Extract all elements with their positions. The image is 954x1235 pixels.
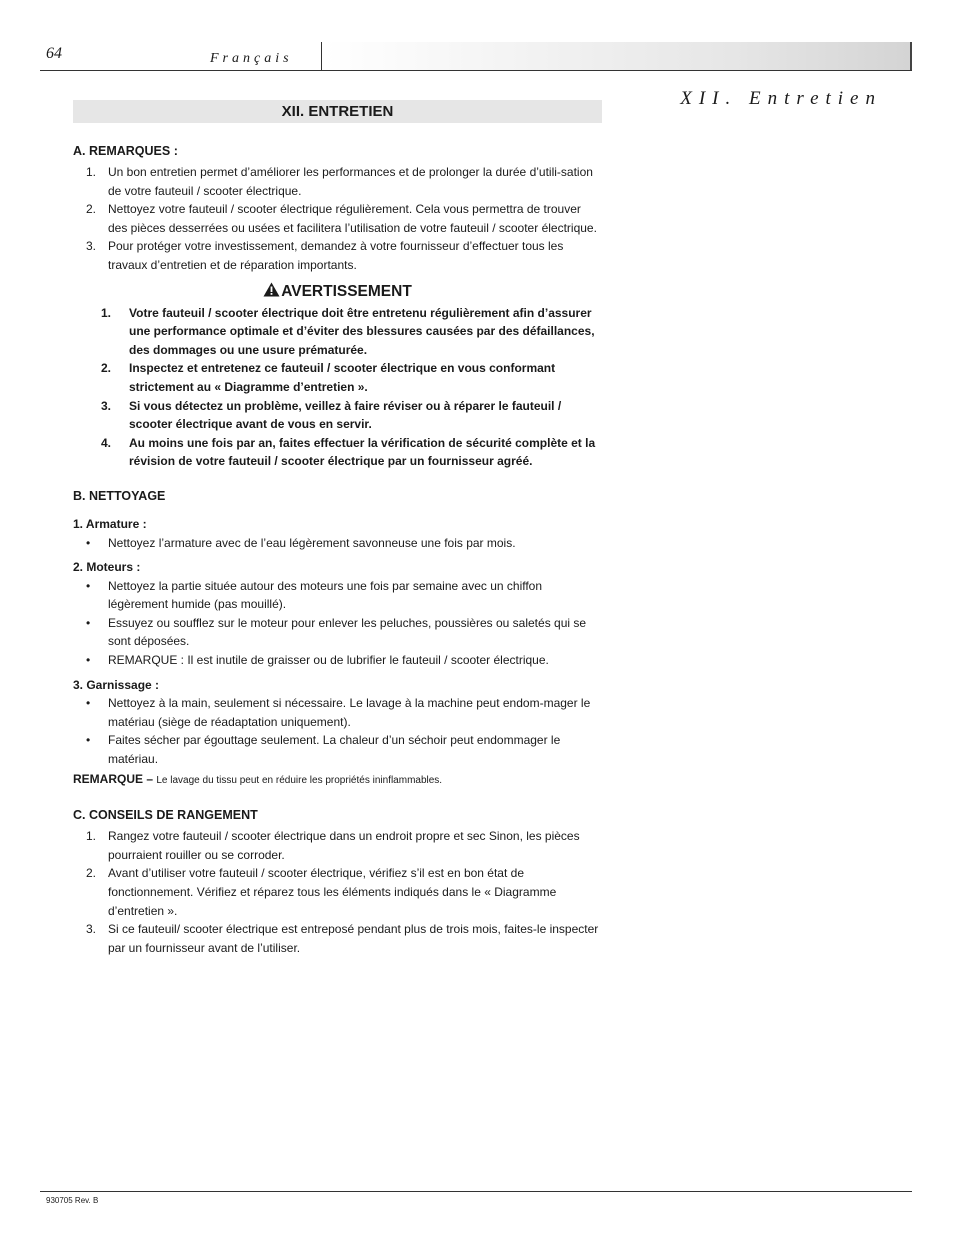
- bullet-icon: •: [86, 696, 91, 711]
- item-number: 3.: [101, 398, 112, 413]
- warning-title-text: AVERTISSEMENT: [281, 282, 412, 300]
- item-text: Si vous détectez un problème, veillez à faire réviser ou à réparer le fauteuil / scooter électrique avant de vous en servir.: [129, 398, 562, 432]
- list-item: [73, 731, 602, 768]
- list-item: [73, 864, 602, 920]
- page-number: 64: [46, 45, 62, 62]
- header-language: Français: [210, 51, 293, 66]
- bullet-icon: •: [86, 615, 91, 630]
- remarques-heading: A. REMARQUES :: [73, 144, 178, 158]
- bullet-icon: •: [86, 535, 91, 550]
- warning-item: [73, 359, 602, 396]
- list-item: [73, 534, 602, 553]
- list-item: [73, 651, 602, 670]
- bullet-icon: •: [86, 578, 91, 593]
- item-number: 3.: [86, 922, 97, 937]
- item-number: 3.: [86, 239, 97, 254]
- item-number: 1.: [86, 165, 97, 179]
- item-text: Avant d’utiliser votre fauteuil / scooter électrique, vérifiez s’il est en bon état de fonctionnement. Vérifiez et réparez tous les éléments indiqués dans le « Diagramme d’entretien ».: [108, 866, 557, 918]
- nettoyage-heading: B. NETTOYAGE: [73, 488, 166, 503]
- section-title-bar: [73, 100, 602, 123]
- list-item: [73, 694, 602, 731]
- header-band: [324, 42, 912, 109]
- item-number: 2.: [101, 361, 112, 376]
- bullet-icon: •: [86, 653, 91, 668]
- list-item: [73, 237, 602, 274]
- rangement-heading: C. CONSEILS DE RANGEMENT: [73, 808, 258, 823]
- moteurs-list: [73, 577, 602, 670]
- item-number: 2.: [86, 202, 97, 217]
- garnissage-list: [73, 694, 602, 768]
- header-rule: [40, 70, 912, 71]
- remarque-note: [73, 770, 602, 791]
- armature-list: [73, 534, 602, 553]
- item-text: Nettoyez la partie située autour des moteurs une fois par semaine avec un chiffon légèrement humide (pas mouillé).: [108, 578, 543, 612]
- item-text: Au moins une fois par an, faites effectuer la vérification de sécurité complète et la révision de votre fauteuil / scooter électrique par un fournisseur agréé.: [129, 435, 596, 469]
- header-divider: [321, 42, 322, 70]
- list-item: [73, 920, 602, 957]
- footer-rule: [40, 1191, 912, 1192]
- list-item: [73, 200, 602, 237]
- list-item: [73, 577, 602, 614]
- section-title: XII. ENTRETIEN: [281, 103, 394, 120]
- item-text: Essuyez ou soufflez sur le moteur pour enlever les peluches, poussières ou saletés qui se sont déposées.: [108, 615, 587, 649]
- warning-list: [73, 304, 602, 471]
- item-text: REMARQUE : Il est inutile de graisser ou de lubrifier le fauteuil / scooter électrique.: [108, 653, 549, 668]
- item-text: Nettoyez l’armature avec de l’eau légèrement savonneuse une fois par mois.: [108, 535, 516, 550]
- item-text: Nettoyez votre fauteuil / scooter électrique régulièrement. Cela vous permettra de trouver des pièces desserrées ou usées et facilitera l’utilisation de votre fauteuil / scooter électrique.: [108, 202, 597, 235]
- garnissage-title: 3. Garnissage :: [73, 677, 160, 692]
- warning-triangle-icon: [263, 282, 280, 303]
- bullet-icon: •: [86, 733, 91, 748]
- item-text: Faites sécher par égouttage seulement. La chaleur d’un séchoir peut endommager le matériau.: [108, 733, 561, 767]
- note-label: REMARQUE –: [73, 771, 154, 786]
- list-item: [73, 614, 602, 651]
- item-text: Inspectez et entretenez ce fauteuil / scooter électrique en vous conformant strictement au « Diagramme d’entretien ».: [129, 361, 556, 394]
- remarques-list: [73, 163, 602, 275]
- item-number: 2.: [86, 866, 97, 881]
- header-section-title: XII. Entretien: [680, 88, 882, 109]
- item-number: 1.: [86, 829, 97, 844]
- item-number: 1.: [101, 305, 112, 320]
- armature-title: 1. Armature :: [73, 516, 147, 531]
- item-text: Si ce fauteuil/ scooter électrique est entreposé pendant plus de trois mois, faites-le inspecter par un fournisseur avant de l’utiliser.: [108, 922, 599, 955]
- list-item: [73, 827, 602, 864]
- item-text: Votre fauteuil / scooter électrique doit être entretenu régulièrement afin d’assurer une performance optimale et d’éviter des blessures causées par des défaillances, des dommages ou une usure prématurée.: [129, 305, 595, 357]
- item-text: Pour protéger votre investissement, demandez à votre fournisseur d’effectuer tous les travaux d’entretien et de réparation importants.: [108, 239, 564, 272]
- moteurs-title: 2. Moteurs :: [73, 560, 141, 575]
- list-item: [73, 163, 602, 200]
- rangement-list: [73, 827, 602, 957]
- warning-item: [73, 397, 602, 434]
- warning-item: [73, 304, 602, 360]
- item-text: Un bon entretien permet d’améliorer les performances et de prolonger la durée d’utili-sation de votre fauteuil / scooter électrique.: [108, 165, 593, 198]
- item-number: 4.: [101, 435, 112, 450]
- warning-item: [73, 434, 602, 471]
- footer-doc-id: 930705 Rev. B: [46, 1196, 99, 1205]
- item-text: Nettoyez à la main, seulement si nécessaire. Le lavage à la machine peut endom-mager le matériau (siège de réadaptation uniquement).: [108, 696, 591, 729]
- note-text: Le lavage du tissu peut en réduire les propriétés ininflammables.: [156, 774, 443, 786]
- warning-title: [73, 282, 602, 303]
- item-text: Rangez votre fauteuil / scooter électrique dans un endroit propre et sec Sinon, les pièces pourraient rouiller ou se corroder.: [108, 829, 580, 862]
- page-content: [73, 142, 602, 957]
